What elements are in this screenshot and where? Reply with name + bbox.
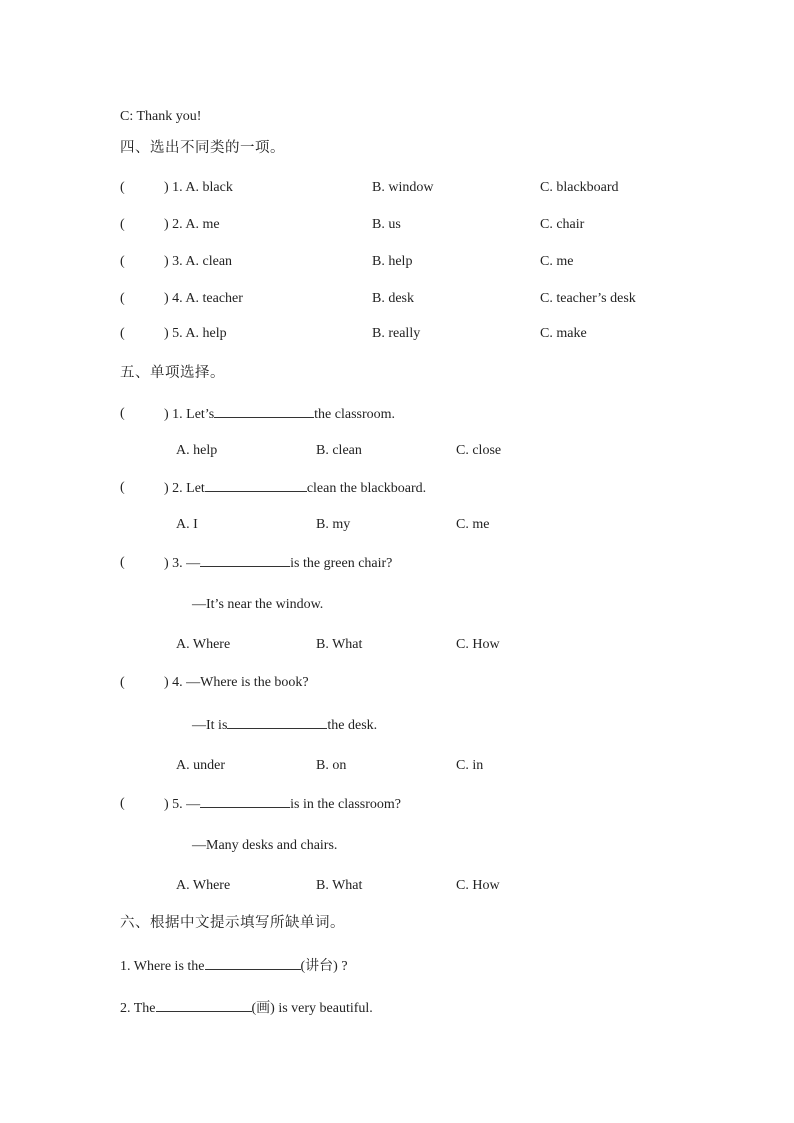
answer-bracket[interactable]: ( — [120, 796, 125, 811]
question-stem: ) 1. A. black — [164, 180, 233, 195]
reply-end: the desk. — [327, 718, 378, 733]
answer-bracket[interactable]: ( — [120, 326, 125, 341]
option-b: B. help — [372, 254, 413, 269]
option-c: C. me — [540, 254, 574, 269]
question-stem: ) 3. — — [164, 556, 201, 571]
question-stem: ) 4. A. teacher — [164, 291, 243, 306]
question-hint: (画) is very beautiful. — [251, 1001, 373, 1016]
option-b: B. What — [316, 637, 363, 652]
section-4-title: 四、选出不同类的一项。 — [120, 140, 285, 156]
reply-line: —It’s near the window. — [192, 597, 324, 612]
option-a: A. Where — [176, 878, 231, 893]
answer-blank[interactable] — [205, 957, 301, 970]
section-5-question-3 — [164, 554, 392, 573]
section-5-question-1 — [164, 405, 395, 424]
question-stem: ) 2. Let — [164, 481, 205, 496]
option-c: C. in — [456, 758, 484, 773]
question-stem: ) 1. Let’s — [164, 407, 215, 422]
question-stem: 1. Where is the — [120, 959, 205, 974]
option-c: C. close — [456, 443, 502, 458]
option-c: C. make — [540, 326, 587, 341]
answer-bracket[interactable]: ( — [120, 291, 125, 306]
option-c: C. How — [456, 637, 500, 652]
question-stem: ) 2. A. me — [164, 217, 220, 232]
option-a: A. under — [176, 758, 225, 773]
reply-line — [192, 716, 377, 735]
option-c: C. chair — [540, 217, 585, 232]
question-hint: (讲台) ? — [300, 959, 348, 974]
question-stem: 2. The — [120, 1001, 156, 1016]
reply-start: —It is — [192, 718, 228, 733]
option-a: A. I — [176, 517, 198, 532]
option-a: A. help — [176, 443, 218, 458]
option-b: B. What — [316, 878, 363, 893]
option-b: B. us — [372, 217, 401, 232]
answer-bracket[interactable]: ( — [120, 406, 125, 421]
answer-bracket[interactable]: ( — [120, 180, 125, 195]
question-stem: ) 5. A. help — [164, 326, 227, 341]
section-5-question-2 — [164, 479, 426, 498]
question-stem-end: is in the classroom? — [290, 797, 401, 812]
question-stem-end: is the green chair? — [290, 556, 393, 571]
question-stem: ) 4. —Where is the book? — [164, 675, 309, 690]
answer-blank[interactable] — [156, 999, 252, 1012]
answer-bracket[interactable]: ( — [120, 480, 125, 495]
answer-bracket[interactable]: ( — [120, 254, 125, 269]
answer-blank[interactable] — [227, 716, 327, 729]
section-6-question-1 — [120, 957, 348, 976]
answer-blank[interactable] — [200, 554, 290, 567]
option-b: B. on — [316, 758, 347, 773]
reply-line: —Many desks and chairs. — [192, 838, 338, 853]
option-b: B. really — [372, 326, 421, 341]
answer-blank[interactable] — [205, 479, 307, 492]
question-stem-end: the classroom. — [314, 407, 396, 422]
section-5-question-5 — [164, 795, 401, 814]
question-stem: ) 3. A. clean — [164, 254, 233, 269]
section-5-title: 五、单项选择。 — [120, 365, 225, 381]
option-a: A. Where — [176, 637, 231, 652]
option-b: B. clean — [316, 443, 362, 458]
answer-bracket[interactable]: ( — [120, 217, 125, 232]
option-b: B. window — [372, 180, 434, 195]
option-b: B. my — [316, 517, 351, 532]
section-6-title: 六、根据中文提示填写所缺单词。 — [120, 915, 345, 931]
answer-blank[interactable] — [214, 405, 314, 418]
section-6-question-2 — [120, 999, 373, 1018]
option-c: C. How — [456, 878, 500, 893]
dialogue-line: C: Thank you! — [120, 109, 202, 124]
option-c: C. teacher’s desk — [540, 291, 636, 306]
option-b: B. desk — [372, 291, 414, 306]
answer-bracket[interactable]: ( — [120, 675, 125, 690]
option-c: C. me — [456, 517, 490, 532]
option-c: C. blackboard — [540, 180, 619, 195]
question-stem-end: clean the blackboard. — [306, 481, 427, 496]
answer-blank[interactable] — [200, 795, 290, 808]
answer-bracket[interactable]: ( — [120, 555, 125, 570]
question-stem: ) 5. — — [164, 797, 201, 812]
